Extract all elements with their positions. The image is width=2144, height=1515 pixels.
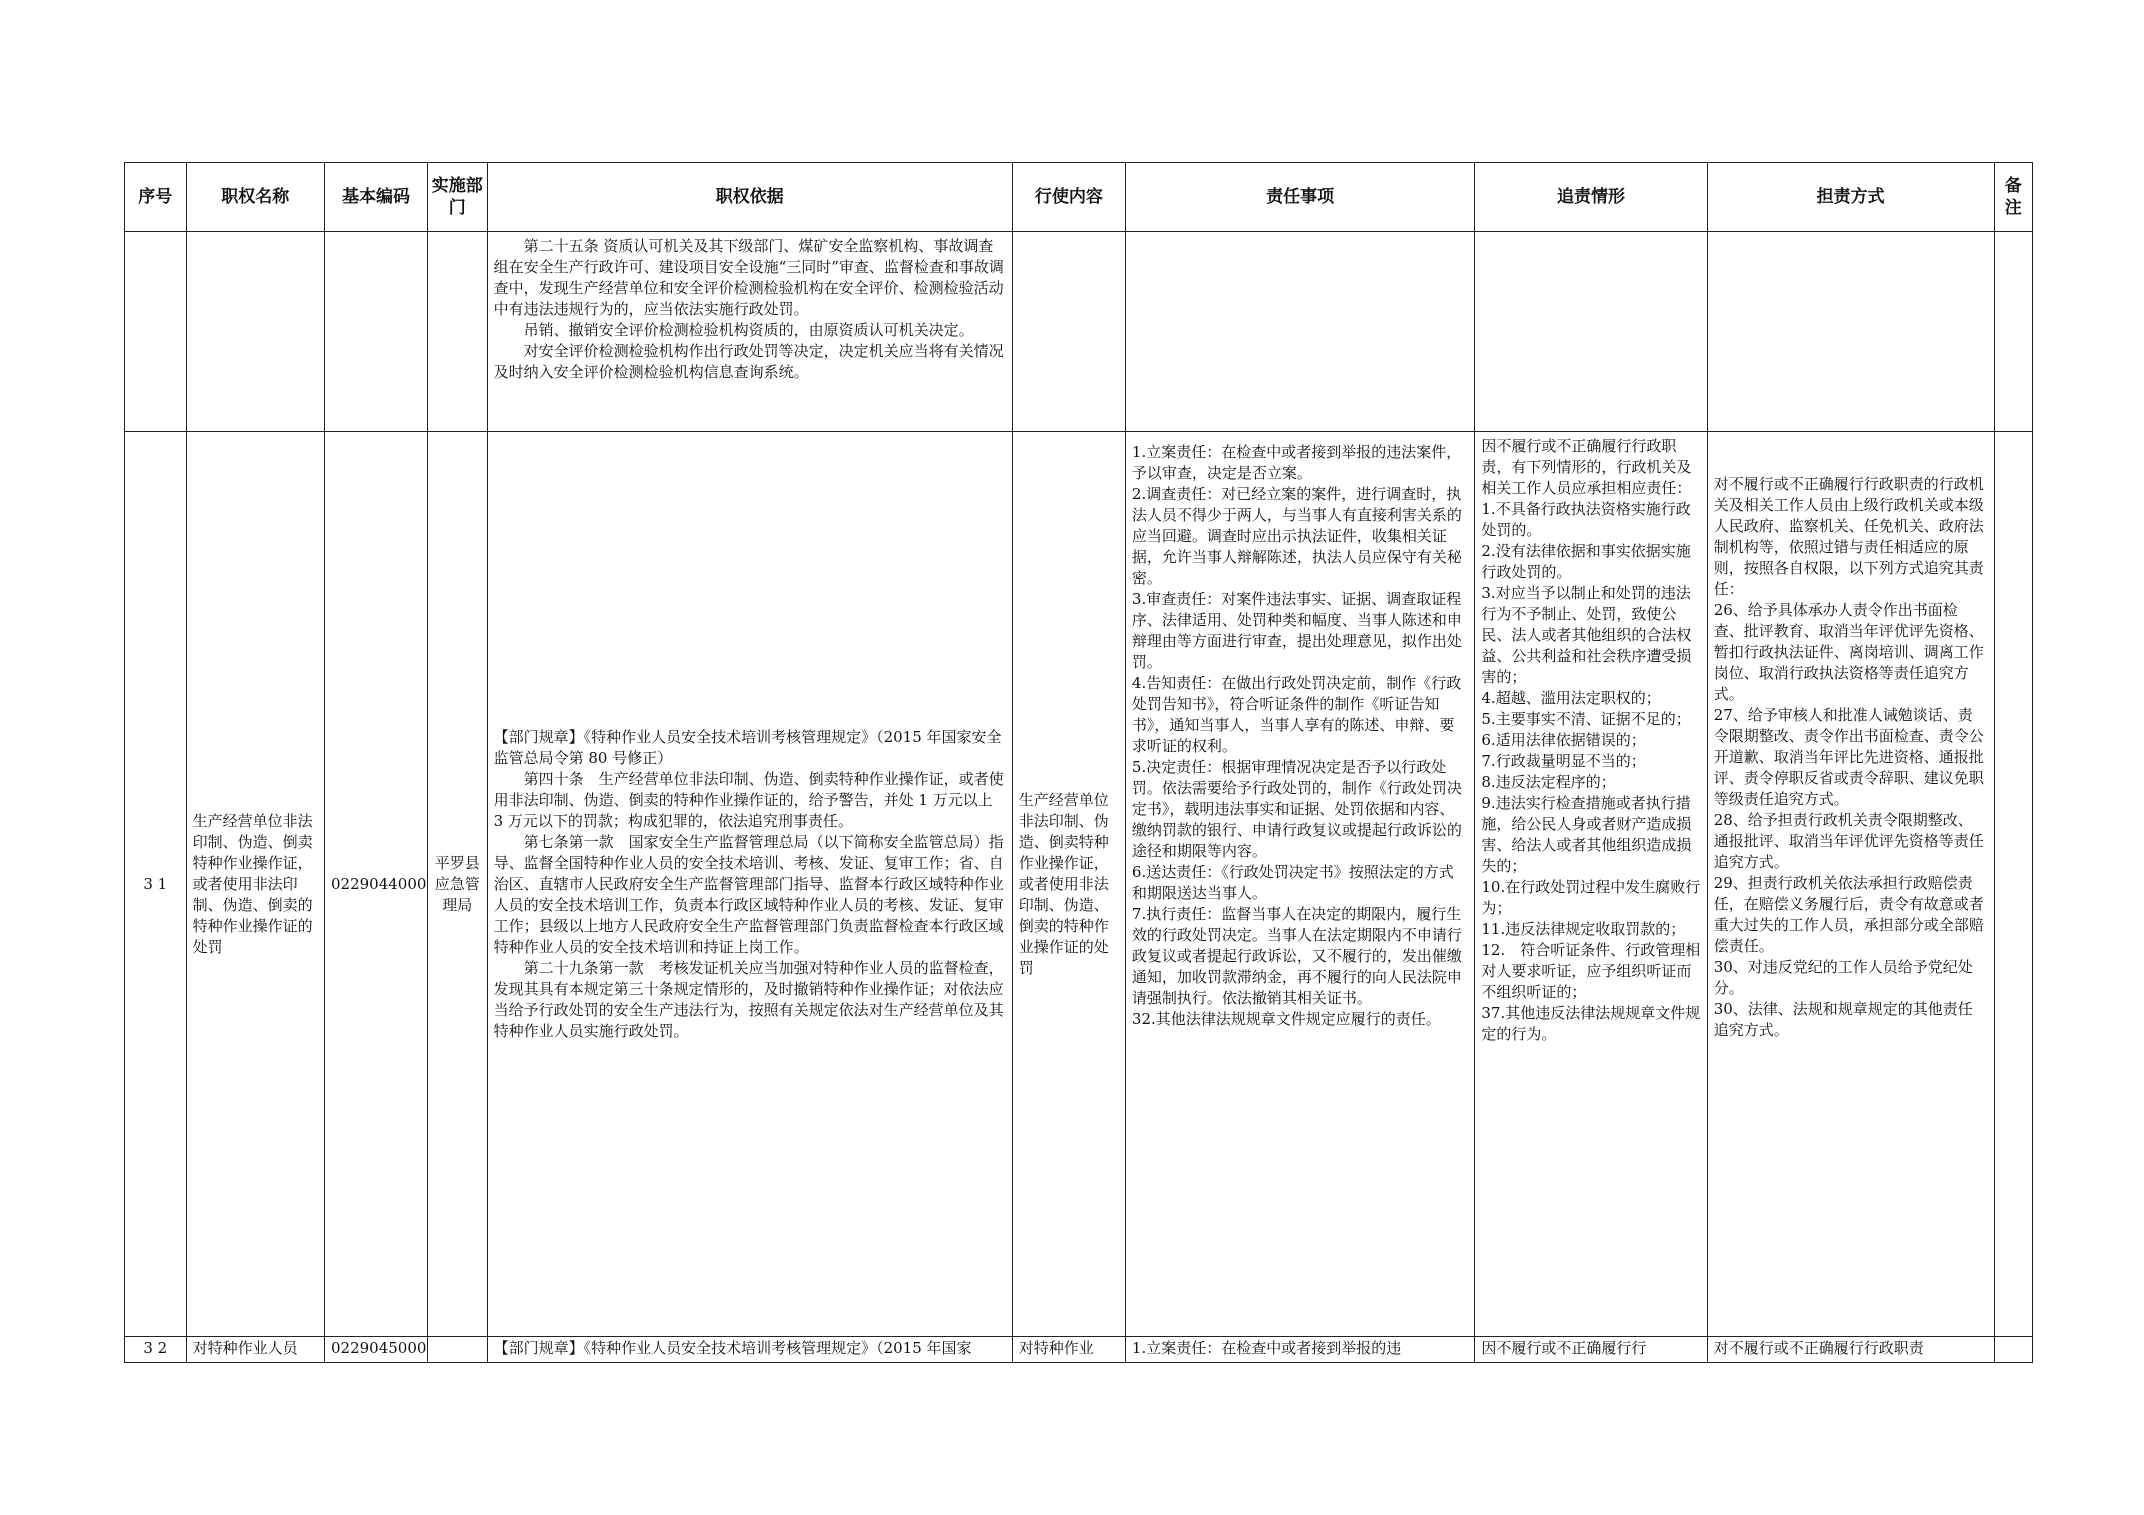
cell-remark xyxy=(1994,1337,2032,1363)
liability-item: 29、担责行政机关依法承担行政赔偿责任，在赔偿义务履行后，责令有故意或者重大过失的工作人员，承担部分或全部赔偿责任。 xyxy=(1713,874,1984,955)
cell-duty xyxy=(1125,432,1474,1337)
cell-duty xyxy=(1125,232,1474,432)
cell-liability xyxy=(1707,232,1994,432)
cell-remark xyxy=(1994,232,2032,432)
accountability-item: 2.没有法律依据和事实依据实施行政处罚的。 xyxy=(1481,542,1691,581)
duty-item: 5.决定责任：根据审理情况决定是否予以行政处罚。依法需要给予行政处罚的，制作《行政处罚决定书》，载明违法事实和证据、处罚依据和内容、缴纳罚款的银行、申请行政复议或提起行政诉讼的途径和期限等内容。 xyxy=(1131,758,1462,860)
header-basis: 职权依据 xyxy=(487,163,1012,232)
duty-item: 32.其他法律法规规章文件规定应履行的责任。 xyxy=(1131,1010,1441,1028)
accountability-item: 6.适用法律依据错误的； xyxy=(1481,731,1646,749)
cell-content: 对特种作业 xyxy=(1012,1337,1125,1363)
duty-table xyxy=(124,162,2033,1363)
header-name: 职权名称 xyxy=(186,163,324,232)
table-row-32 xyxy=(125,1337,2033,1363)
liability-item: 28、给予担责行政机关责令限期整改、通报批评、取消当年评优评先资格等责任追究方式。 xyxy=(1713,811,1984,871)
header-remark: 备注 xyxy=(1994,163,2032,232)
header-liability: 担责方式 xyxy=(1707,163,1994,232)
accountability-item: 37.其他违反法律法规规章文件规定的行为。 xyxy=(1481,1004,1701,1043)
cell-name: 生产经营单位非法印制、伪造、倒卖特种作业操作证，或者使用非法印制、伪造、倒卖的特种作业操作证的处罚 xyxy=(186,432,324,1337)
accountability-item: 因不履行或不正确履行行政职责，有下列情形的，行政机关及相关工作人员应承担相应责任： xyxy=(1481,437,1692,497)
accountability-item: 1.不具备行政执法资格实施行政处罚的。 xyxy=(1481,500,1691,539)
cell-code: 0229045000 xyxy=(324,1337,427,1363)
cell-seq: 3 1 xyxy=(125,432,187,1337)
header-duty: 责任事项 xyxy=(1125,163,1474,232)
accountability-item: 3.对应当予以制止和处罚的违法行为不予制止、处罚，致使公民、法人或者其他组织的合法权益、公共利益和社会秩序遭受损害的； xyxy=(1481,584,1692,686)
liability-item: 30、对违反党纪的工作人员给予党纪处分。 xyxy=(1713,958,1973,997)
cell-accountability xyxy=(1475,232,1707,432)
accountability-item: 9.违法实行检查措施或者执行措施，给公民人身或者财产造成损害、给法人或者其他组织造成损失的； xyxy=(1481,794,1692,875)
accountability-item: 12. 符合听证条件、行政管理相对人要求听证，应予组织听证而不组织听证的； xyxy=(1481,941,1701,1001)
header-seq: 序号 xyxy=(125,163,187,232)
cell-dept xyxy=(428,232,488,432)
liability-item: 26、给予具体承办人责令作出书面检查、批评教育、取消当年评优评先资格、暂扣行政执法证件、离岗培训、调离工作岗位、取消行政执法资格等责任追究方式。 xyxy=(1713,601,1984,703)
cell-code: 0229044000 xyxy=(324,432,427,1337)
cell-seq: 3 2 xyxy=(125,1337,187,1363)
cell-dept xyxy=(428,1337,488,1363)
liability-item: 27、给予审核人和批准人诫勉谈话、责令限期整改、责令作出书面检查、责令公开道歉、取消当年评比先进资格、通报批评、责令停职反省或责令辞职、建议免职等级责任追究方式。 xyxy=(1713,706,1984,808)
duty-item: 1.立案责任：在检查中或者接到举报的违法案件，予以审查，决定是否立案。 xyxy=(1131,443,1462,482)
cell-content xyxy=(1012,232,1125,432)
liability-item: 对不履行或不正确履行行政职责的行政机关及相关工作人员由上级行政机关或本级人民政府、监察机关、任免机关、政府法制机构等，依照过错与责任相适应的原则，按照各自权限，以下列方式追究其责任： xyxy=(1713,475,1984,598)
cell-basis xyxy=(487,432,1012,1337)
cell-basis: 【部门规章】《特种作业人员安全技术培训考核管理规定》（2015 年国家 xyxy=(487,1337,1012,1363)
accountability-item: 8.违反法定程序的； xyxy=(1481,773,1616,791)
duty-item: 3.审查责任：对案件违法事实、证据、调查取证程序、法律适用、处罚种类和幅度、当事人陈述和申辩理由等方面进行审查，提出处理意见，拟作出处罚。 xyxy=(1131,590,1462,671)
cell-liability xyxy=(1707,432,1994,1337)
cell-remark xyxy=(1994,432,2032,1337)
duty-item: 7.执行责任：监督当事人在决定的期限内，履行生效的行政处罚决定。当事人在法定期限内不申请行政复议或者提起行政诉讼，又不履行的，发出催缴通知，加收罚款滞纳金，再不履行的向人民法院申请强制执行。依法撤销其相关证书。 xyxy=(1131,905,1462,1007)
accountability-item: 5.主要事实不清、证据不足的； xyxy=(1481,710,1691,728)
liability-item: 30、法律、法规和规章规定的其他责任追究方式。 xyxy=(1713,1000,1973,1039)
cell-content: 生产经营单位非法印制、伪造、倒卖特种作业操作证，或者使用非法印制、伪造、倒卖的特种作业操作证的处罚 xyxy=(1012,432,1125,1337)
accountability-item: 7.行政裁量明显不当的； xyxy=(1481,752,1646,770)
cell-dept: 平罗县应急管理局 xyxy=(428,432,488,1337)
accountability-item: 10.在行政处罚过程中发生腐败行为； xyxy=(1481,878,1701,917)
header-accountability: 追责情形 xyxy=(1475,163,1707,232)
accountability-item: 11.违反法律规定收取罚款的； xyxy=(1481,920,1686,938)
cell-liability: 对不履行或不正确履行行政职责 xyxy=(1707,1337,1994,1363)
basis-paragraph: 第七条第一款 国家安全生产监督管理总局（以下简称安全监管总局）指导、监督全国特种作业人员的安全技术培训、考核、发证、复审工作；省、自治区、直辖市人民政府安全生产监督管理部门指导、监督本行政区域特种作业人员的安全技术培训工作，负责本行政区域特种作业人员的考核、发证、复审工作；县级以上地方人民政府安全生产监督管理部门负责监督检查本行政区域特种作业人员的安全技术培训和持证上岗工作。 xyxy=(493,832,1004,956)
duty-item: 4.告知责任：在做出行政处罚决定前，制作《行政处罚告知书》，符合听证条件的制作《听证告知书》，通知当事人，当事人享有的陈述、申辩、要求听证的权利。 xyxy=(1131,674,1462,755)
cell-name xyxy=(186,232,324,432)
cell-accountability: 因不履行或不正确履行行 xyxy=(1475,1337,1707,1363)
basis-paragraph: 吊销、撤销安全评价检测检验机构资质的，由原资质认可机关决定。 xyxy=(523,321,974,339)
cell-name: 对特种作业人员 xyxy=(186,1337,324,1363)
table-row-31 xyxy=(125,432,2033,1337)
basis-source: 【部门规章】《特种作业人员安全技术培训考核管理规定》（2015 年国家安全监管总局令第 80 号修正） xyxy=(493,727,1002,767)
header-content: 行使内容 xyxy=(1012,163,1125,232)
basis-paragraph: 第四十条 生产经营单位非法印制、伪造、倒卖特种作业操作证，或者使用非法印制、伪造、倒卖的特种作业操作证的，给予警告，并处 1 万元以上 3 万元以下的罚款；构成犯罪的，依法追究刑事责任。 xyxy=(493,769,1004,830)
basis-paragraph: 第二十五条 资质认可机关及其下级部门、煤矿安全监察机构、事故调查组在安全生产行政许可、建设项目安全设施“三同时”审查、监督检查和事故调查中，发现生产经营单位和安全评价检测检验机构在安全评价、检测检验活动中有违法违规行为的，应当依法实施行政处罚。 xyxy=(493,237,1004,318)
header-row xyxy=(125,163,2033,232)
cell-basis xyxy=(487,232,1012,432)
header-dept: 实施部门 xyxy=(428,163,488,232)
cell-seq xyxy=(125,232,187,432)
accountability-item: 4.超越、滥用法定职权的； xyxy=(1481,689,1661,707)
table-row-continuation xyxy=(125,232,2033,432)
duty-item: 6.送达责任：《行政处罚决定书》按照法定的方式和期限送达当事人。 xyxy=(1131,863,1454,902)
duty-item: 2.调查责任：对已经立案的案件，进行调查时，执法人员不得少于两人，与当事人有直接利害关系的应当回避。调查时应出示执法证件，收集相关证据，允许当事人辩解陈述，执法人员应保守有关秘密。 xyxy=(1131,485,1462,587)
basis-paragraph: 第二十九条第一款 考核发证机关应当加强对特种作业人员的监督检查，发现其具有本规定第三十条规定情形的，及时撤销特种作业操作证；对依法应当给予行政处罚的安全生产违法行为，按照有关规定依法对生产经营单位及其特种作业人员实施行政处罚。 xyxy=(493,958,1004,1040)
cell-accountability xyxy=(1475,432,1707,1337)
basis-paragraph: 对安全评价检测检验机构作出行政处罚等决定，决定机关应当将有关情况及时纳入安全评价检测检验机构信息查询系统。 xyxy=(493,342,1004,381)
header-code: 基本编码 xyxy=(324,163,427,232)
cell-duty: 1.立案责任：在检查中或者接到举报的违 xyxy=(1125,1337,1474,1363)
cell-code xyxy=(324,232,427,432)
